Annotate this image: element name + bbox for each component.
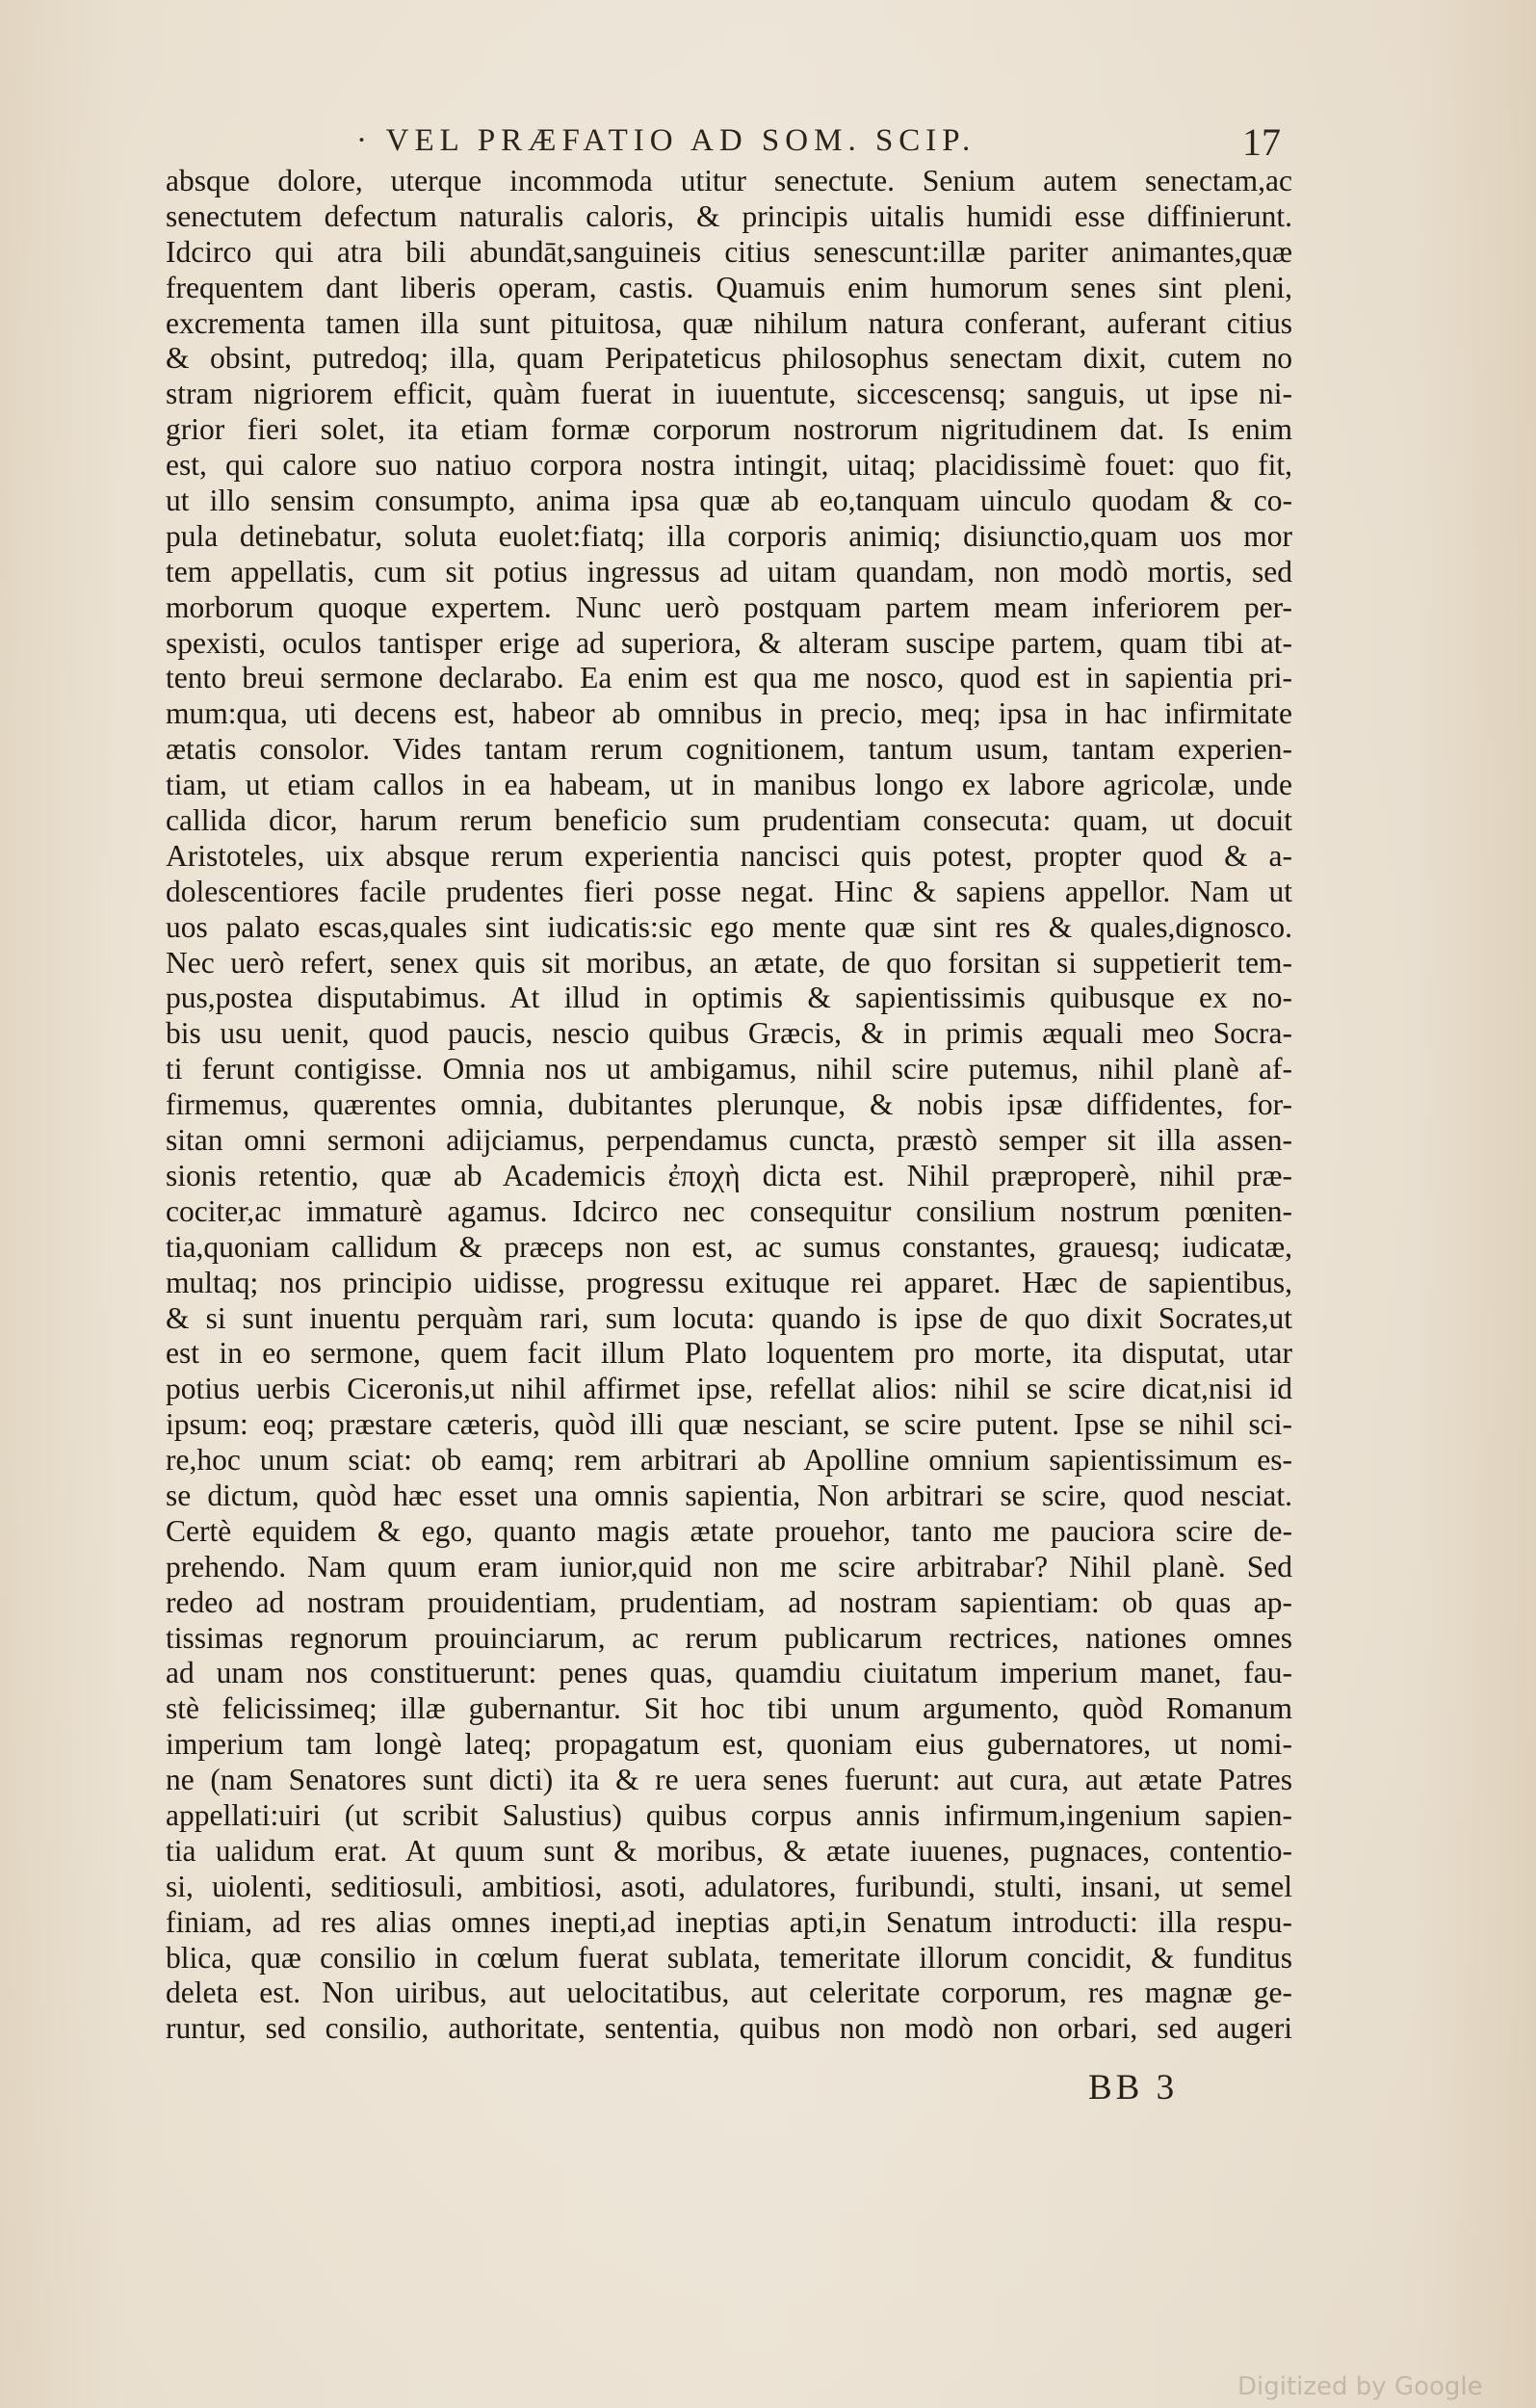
text-line: ad unam nos constituerunt: penes quas, quamdiu ciuitatum imperium manet, fau- [166,1656,1292,1690]
text-line: ti ferunt contigisse. Omnia nos ut ambigamus, nihil scire putemus, nihil planè af- [166,1052,1292,1086]
text-line: ne (nam Senatores sunt dicti) ita & re uera senes fuerunt: aut cura, aut ætate Patres [166,1763,1292,1797]
text-line: tia ualidum erat. At quum sunt & moribus, & ætate iuuenes, pugnaces, contentio- [166,1833,1292,1868]
text-line: firmemus, quærentes omnia, dubitantes plerunque, & nobis ipsæ diffidentes, for- [166,1087,1292,1122]
text-line: tem appellatis, cum sit potius ingressus ad uitam quandam, non modò mortis, sed [166,554,1292,589]
text-line: est, qui calore suo natiuo corpora nostra intingit, uitaq; placidissimè fouet: quo fit, [166,448,1292,483]
text-line: tiam, ut etiam callos in ea habeam, ut in manibus longo ex labore agricolæ, unde [166,768,1292,802]
text-line: & obsint, putredoq; illa, quam Peripateticus philosophus senectam dixit, cutem no [166,341,1292,376]
text-line: ætatis consolor. Vides tantam rerum cognitionem, tantum usum, tantam experien- [166,732,1292,767]
text-line: sitan omni sermoni adijciamus, perpendamus cuncta, præstò semper sit illa assen- [166,1123,1292,1158]
page-number: 17 [1242,120,1281,164]
running-title: · VEL PRÆFATIO AD SOM. SCIP. [356,123,976,158]
text-line: dolescentiores facile prudentes fieri posse negat. Hinc & sapiens appellor. Nam ut [166,874,1292,908]
text-line: stram nigriorem efficit, quàm fuerat in iuuentute, siccescensq; sanguis, ut ipse ni- [166,377,1292,411]
text-line: pus,postea disputabimus. At illud in optimis & sapientissimis quibusque ex no- [166,981,1292,1015]
text-line: & si sunt inuentu perquàm rari, sum locuta: quando is ipse de quo dixit Socrates,ut [166,1300,1292,1335]
text-line: deleta est. Non uiribus, aut uelocitatibus, aut celeritate corporum, res magnæ ge- [166,1976,1292,2010]
text-line: tia,quoniam callidum & præceps non est, ac sumus constantes, grauesq; iudicatæ, [166,1229,1292,1264]
text-line: se dictum, quòd hæc esset una omnis sapientia, Non arbitrari se scire, quod nesciat. [166,1478,1292,1512]
text-line: est in eo sermone, quem facit illum Plato loquentem pro morte, ita disputat, utar [166,1336,1292,1371]
text-line: pula detinebatur, soluta euolet:fiatq; illa corporis animiq; disiunctio,quam uos mor [166,518,1292,553]
text-line: absque dolore, uterque incommoda utitur senectute. Senium autem senectam,ac [166,164,1292,197]
text-line: imperium tam longè lateq; propagatum est, quoniam eius gubernatores, ut nomi- [166,1727,1292,1762]
text-line: ut illo sensim consumpto, anima ipsa quæ ab eo,tanquam uinculo quodam & co- [166,484,1292,518]
signature-mark: BB 3 [1088,2068,1179,2107]
text-line: Idcirco qui atra bili abundāt,sanguineis citius senescunt:illæ pariter animantes,quæ [166,234,1292,269]
text-line: bis usu uenit, quod paucis, nescio quibus Græcis, & in primis æquali meo Socra- [166,1016,1292,1051]
text-line: stè felicissimeq; illæ gubernantur. Sit hoc tibi unum argumento, quòd Romanum [166,1691,1292,1726]
text-line: senectutem defectum naturalis caloris, & principis uitalis humidi esse diffinierunt. [166,198,1292,233]
text-line: finiam, ad res alias omnes inepti,ad ineptias apti,in Senatum introducti: illa respu- [166,1904,1292,1939]
text-line: cociter,ac immaturè agamus. Idcirco nec consequitur consilium nostrum pœniten- [166,1193,1292,1228]
text-line: excrementa tamen illa sunt pituitosa, quæ nihilum natura conferant, auferant citius [166,305,1292,340]
text-line: prehendo. Nam quum eram iunior,quid non me scire arbitrabar? Nihil planè. Sed [166,1549,1292,1584]
text-line: mum:qua, uti decens est, habeor ab omnibus in precio, meq; ipsa in hac infirmitate [166,696,1292,731]
text-line: Aristoteles, uix absque rerum experientia nancisci quis potest, propter quod & a- [166,838,1292,873]
text-line: ipsum: eoq; præstare cæteris, quòd illi quæ nesciant, se scire putent. Ipse se nihil sci- [166,1407,1292,1442]
digitization-watermark: Digitized by Google [1237,2372,1483,2401]
text-line: callida dicor, harum rerum beneficio sum prudentiam consecuta: quam, ut docuit [166,803,1292,838]
text-line: uos palato escas,quales sint iudicatis:sic ego mente quæ sint res & quales,dignosco. [166,909,1292,944]
text-line: frequentem dant liberis operam, castis. Quamuis enim humorum senes sint pleni, [166,270,1292,304]
text-line: tissimas regnorum prouinciarum, ac rerum publicarum rectrices, nationes omnes [166,1620,1292,1655]
text-line: appellati:uiri (ut scribit Salustius) quibus corpus annis infirmum,ingenium sapien- [166,1797,1292,1832]
text-line: Certè equidem & ego, quanto magis ætate prouehor, tanto me pauciora scire de- [166,1513,1292,1548]
text-line: si, uiolenti, seditiosuli, ambitiosi, asoti, adulatores, furibundi, stulti, insani, ut semel [166,1869,1292,1903]
text-line: redeo ad nostram prouidentiam, prudentiam, ad nostram sapientiam: ob quas ap- [166,1584,1292,1619]
text-line: tento breui sermone declarabo. Ea enim est qua me nosco, quod est in sapientia pri- [166,661,1292,695]
text-line: sionis retentio, quæ ab Academicis ἐποχὴ dicta est. Nihil præproperè, nihil præ- [166,1158,1292,1192]
text-line: potius uerbis Ciceronis,ut nihil affirmet ipse, refellat alios: nihil se scire dicat,nisi id [166,1372,1292,1406]
text-line: re,hoc unum sciat: ob eamq; rem arbitrari ab Apolline omnium sapientissimum es- [166,1443,1292,1478]
text-line: spexisti, oculos tantisper erige ad superiora, & alteram suscipe partem, quam tibi at- [166,625,1292,660]
text-line: morborum quoque expertem. Nunc uerò postquam partem meam inferiorem per- [166,589,1292,624]
text-line: grior fieri solet, ita etiam formæ corporum nostrorum nigritudinem dat. Is enim [166,412,1292,447]
text-line: blica, quæ consilio in cœlum fuerat sublata, temeritate illorum concidit, & funditus [166,1940,1292,1975]
body-text [166,164,1292,2047]
text-line: multaq; nos principio uidisse, progressu exituque rei apparet. Hæc de sapientibus, [166,1265,1292,1299]
text-line: Nec uerò refert, senex quis sit moribus, an ætate, de quo forsitan si suppetierit tem- [166,945,1292,980]
text-line: runtur, sed consilio, authoritate, sententia, quibus non modò non orbari, sed augeri [166,2011,1292,2046]
